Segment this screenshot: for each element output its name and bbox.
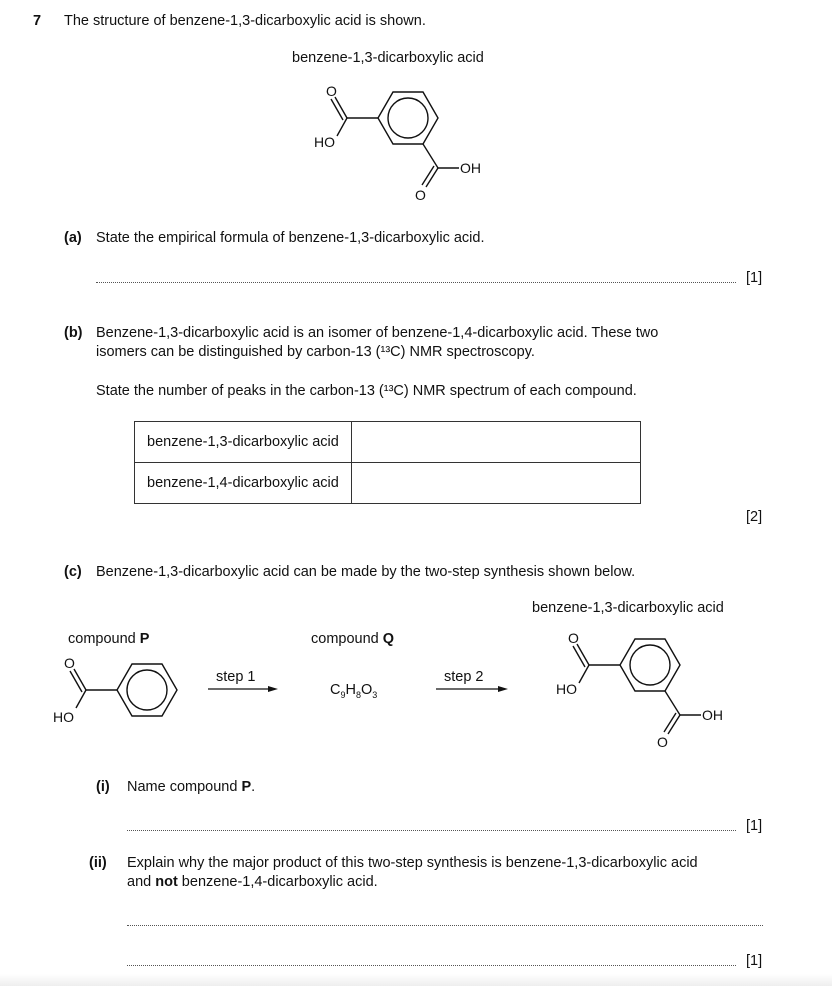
compound-cell: benzene-1,3-dicarboxylic acid: [135, 422, 352, 463]
sub-ii-answer-line-1[interactable]: [127, 925, 763, 926]
atom-oh: OH: [460, 160, 481, 176]
sub-i-text: Name compound P.: [127, 779, 256, 795]
atom-o: O: [64, 655, 75, 671]
part-a-marks: [1]: [746, 270, 763, 286]
caption-prefix: compound: [311, 631, 383, 647]
benzene-ring: [378, 92, 438, 144]
caption-prefix: compound: [68, 631, 140, 647]
atom-o: O: [326, 83, 337, 99]
step1-label: step 1: [216, 669, 256, 685]
part-b-text-line1: Benzene-1,3-dicarboxylic acid is an isomer of benzene-1,4-dicarboxylic acid. These two: [96, 325, 659, 341]
sub-ii-label: (ii): [89, 855, 107, 871]
nmr-peaks-table: [134, 421, 641, 504]
part-c-label: (c): [64, 564, 82, 580]
answer-cell[interactable]: [351, 422, 640, 463]
sub-i-label: (i): [96, 779, 110, 795]
part-b-instruction: State the number of peaks in the carbon-13 (¹³C) NMR spectrum of each compound.: [96, 383, 637, 399]
sub-ii-answer-line-2[interactable]: [127, 965, 736, 966]
compound-letter: Q: [382, 631, 395, 647]
part-a-text: State the empirical formula of benzene-1,3-dicarboxylic acid.: [96, 230, 485, 246]
compound-p-caption: [68, 631, 149, 647]
part-b-text-line2: isomers can be distinguished by carbon-13 (¹³C) NMR spectroscopy.: [96, 344, 535, 360]
benzene-1-3-dicarboxylic-acid-structure: [331, 92, 459, 187]
compound-cell: benzene-1,4-dicarboxylic acid: [135, 463, 352, 504]
aromatic-circle: [388, 98, 428, 138]
step2-label: step 2: [444, 669, 484, 685]
page-bottom-shade: [0, 974, 832, 986]
table-row: [135, 422, 641, 463]
atom-o: O: [657, 734, 668, 750]
part-a-label: (a): [64, 230, 82, 246]
structure-caption: benzene-1,3-dicarboxylic acid: [292, 50, 484, 66]
product-caption: benzene-1,3-dicarboxylic acid: [532, 600, 724, 616]
part-b-marks: [2]: [746, 509, 763, 525]
sub-ii-line2: and not benzene-1,4-dicarboxylic acid.: [127, 874, 378, 890]
part-c-text: Benzene-1,3-dicarboxylic acid can be made by the two-step synthesis shown below.: [96, 564, 636, 580]
compound-p-structure: [70, 664, 177, 716]
part-a-answer-line[interactable]: [96, 282, 736, 283]
atom-o: O: [415, 187, 426, 203]
atom-o: O: [568, 630, 579, 646]
answer-cell[interactable]: [351, 463, 640, 504]
sub-ii-line1: Explain why the major product of this two-step synthesis is benzene-1,3-dicarboxylic acid: [127, 855, 698, 871]
compound-q-caption: [311, 631, 394, 647]
question-intro: The structure of benzene-1,3-dicarboxylic acid is shown.: [64, 13, 426, 29]
compound-letter: P: [139, 631, 150, 647]
sub-i-marks: [1]: [746, 818, 763, 834]
atom-ho: HO: [53, 709, 74, 725]
table-row: [135, 463, 641, 504]
sub-ii-marks: [1]: [746, 953, 763, 969]
sub-i-answer-line[interactable]: [127, 830, 736, 831]
atom-oh: OH: [702, 707, 723, 723]
product-structure: [573, 639, 701, 734]
atom-ho: HO: [556, 681, 577, 697]
atom-ho: HO: [314, 134, 335, 150]
compound-q-formula: $C_9H_8O_3$: [330, 682, 378, 700]
part-b-label: (b): [64, 325, 83, 341]
question-number: 7: [33, 13, 42, 29]
